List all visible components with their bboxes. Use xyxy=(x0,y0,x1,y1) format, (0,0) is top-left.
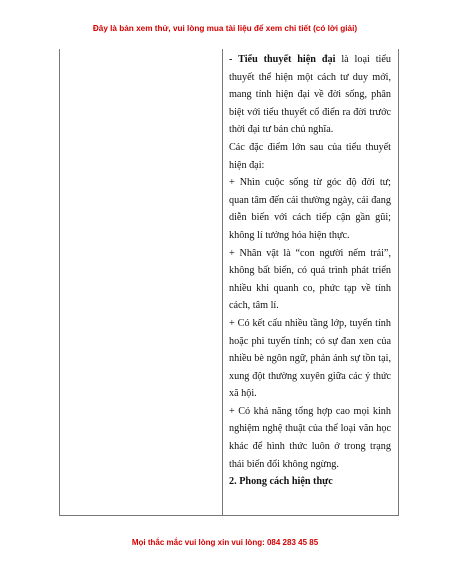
section-heading: 2. Phong cách hiện thực xyxy=(229,476,333,488)
feature-item-2: + Nhân vật là “con người nếm trải”, không bất biến, có quá trình phát triển nhiều khi quanh co, phức tạp về tính cách, tâm lí. xyxy=(229,247,391,312)
feature-item-3: + Có kết cấu nhiều tầng lớp, tuyến tính hoặc phi tuyến tính; có sự đan xen của nhiều bè ngôn ngữ, phản ánh sự tồn tại, xung đột thường xuyên giữa các ý thức xã hội. xyxy=(229,317,391,400)
table-left-cell xyxy=(60,49,223,515)
definition-text: là loại tiểu thuyết thể hiện một cách tư duy mới, mang tính hiện đại về đời sống, phân biệt với tiểu thuyết cổ điển ra đời trước thời đại tư bản chủ nghĩa. xyxy=(229,54,392,136)
table-right-cell xyxy=(229,51,391,491)
feature-item-4: + Có khả năng tổng hợp cao mọi kinh nghiệm nghệ thuật của thể loại văn học khác để hình thức luôn ở trong trạng thái biến đổi không ngừng. xyxy=(229,405,391,470)
contact-footer: Mọi thắc mắc vui lòng xin vui lòng: 084 283 45 85 xyxy=(131,538,319,547)
feature-item-1: + Nhìn cuộc sống từ góc độ đời tư; quan tâm đến cái thường ngày, cái đang diễn biến với cách tiếp cận gần gũi; không lí tưởng hóa hiện thực. xyxy=(229,177,391,241)
features-intro: Các đặc điểm lớn sau của tiểu thuyết hiện đại: xyxy=(229,141,391,171)
preview-notice-banner: Đây là bản xem thử, vui lòng mua tài liệu để xem chi tiết (có lời giải) xyxy=(92,24,358,33)
term-modern-novel: - Tiểu thuyết hiện đại xyxy=(229,54,336,65)
content-table xyxy=(59,49,399,516)
definition-paragraph xyxy=(229,51,391,139)
